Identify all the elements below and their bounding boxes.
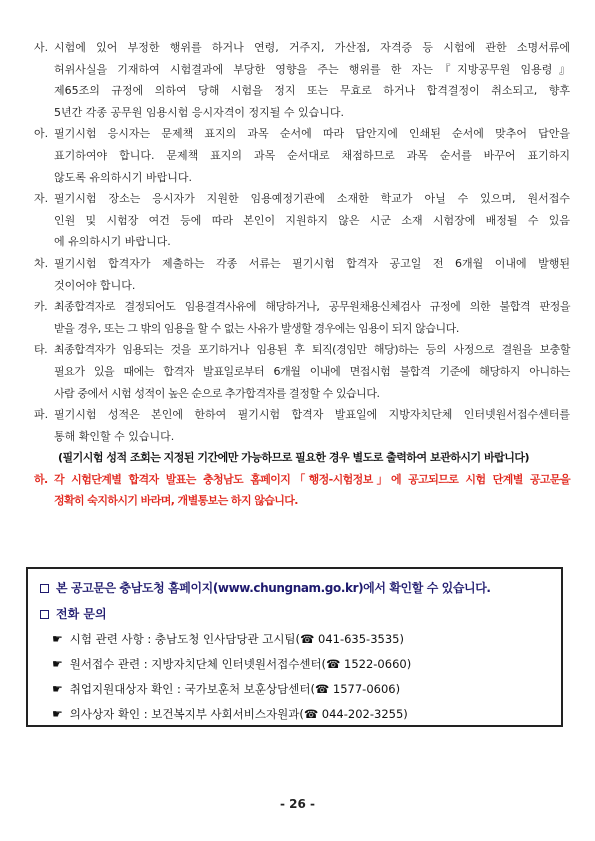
notice-item-ha: [34, 469, 570, 512]
item-line: 받을 경우, 또는 그 밖의 임용을 할 수 없는 사유가 발생할 경우에는 임용이 되지 않습니다.: [54, 321, 459, 335]
item-marker: 파.: [34, 408, 49, 422]
notice-item-ja: [34, 188, 570, 253]
contact-text: 원서접수 관련 : 지방자치단체 인터넷원서접수센터(☎ 1522-0660): [69, 657, 412, 671]
item-line: 필기시험 응시자는 문제책 표지의 과목 순서에 따라 답안지에 인쇄된 순서에 맞추어 답안을: [54, 127, 570, 141]
item-marker: 카.: [34, 300, 48, 314]
item-marker: 자.: [34, 192, 49, 206]
contact-item: [52, 702, 549, 727]
phone-inquiry-title: [40, 605, 549, 623]
item-line: 표기하여야 합니다. 문제책 표지의 과목 순서대로 채점하므로 과목 순서를 바꾸어 표기하지: [54, 148, 570, 162]
notice-item-a: [34, 123, 570, 188]
page-number: - 26 -: [279, 797, 315, 811]
contact-item: [52, 627, 549, 652]
item-line: 각 시험단계별 합격자 발표는 충청남도 홈페이지「행정-시험정보」에 공고되므로 시험 단계별 공고문을: [54, 472, 570, 486]
pointing-hand-icon: ☛: [52, 657, 63, 671]
item-marker: 사.: [34, 41, 49, 54]
notice-item-ta: [34, 339, 570, 404]
homepage-notice-text: 본 공고문은 충남도청 홈페이지(www.chungnam.go.kr)에서 확인할 수 있습니다.: [56, 581, 491, 595]
notice-item-ka: [34, 296, 570, 339]
item-line: 사람 중에서 시험 성적이 높은 순으로 추가합격자를 결정할 수 있습니다.: [54, 386, 380, 400]
contact-text: 시험 관련 사항 : 충남도청 인사담당관 고시팀(☎ 041-635-3535): [69, 632, 404, 646]
phone-inquiry-title-text: 전화 문의: [56, 607, 107, 621]
contact-item: [52, 652, 549, 677]
item-line: 정확히 숙지하시기 바라며, 개별통보는 하지 않습니다.: [54, 494, 298, 508]
item-line: 제65조의 규정에 의하여 당해 시험을 정지 또는 무효로 하거나 합격결정이 취소되고, 향후: [54, 84, 570, 98]
item-line: 필기시험 장소는 응시자가 지원한 임용예정기관에 소재한 학교가 아닐 수 있으며, 원서접수: [54, 192, 570, 206]
item-line: 않도록 유의하시기 바랍니다.: [54, 170, 193, 184]
pointing-hand-icon: ☛: [52, 632, 63, 646]
score-inquiry-note: (필기시험 성적 조회는 지정된 기간에만 가능하므로 필요한 경우 별도로 출력하여 보관하시기 바랍니다): [58, 451, 529, 465]
item-marker: 타.: [34, 343, 48, 357]
square-icon: [40, 610, 49, 619]
contact-text: 취업지원대상자 확인 : 국가보훈처 보훈상담센터(☎ 1577-0606): [69, 682, 401, 696]
contact-item: [52, 677, 549, 702]
notice-item-pa: [34, 404, 570, 447]
square-icon: [40, 584, 49, 593]
notice-item-sa: [34, 37, 570, 123]
contact-text: 의사상자 확인 : 보건복지부 사회서비스자원과(☎ 044-202-3255): [69, 707, 408, 721]
item-line: 5년간 각종 공무원 임용시험 응시자격이 정지될 수 있습니다.: [54, 105, 344, 119]
item-line: 최종합격자로 결정되어도 임용결격사유에 해당하거나, 공무원채용신체검사 규정에 의한 불합격 판정을: [54, 300, 570, 314]
item-line: 시험에 있어 부정한 행위를 하거나 연령, 거주지, 가산점, 자격증 등 시험에 관한 소명서류에: [54, 41, 570, 54]
pointing-hand-icon: ☛: [52, 682, 63, 696]
item-line: 필기시험 합격자가 제출하는 각종 서류는 필기시험 합격자 공고일 전 6개월 이내에 발행된: [54, 256, 570, 270]
item-line: 허위사실을 기재하여 시험결과에 부당한 영향을 주는 행위를 한 자는『지방공무원 임용령』: [54, 62, 570, 76]
item-line: 최종합격자가 임용되는 것을 포기하거나 임용된 후 퇴직(경임만 해당)하는 등의 사정으로 결원을 보충할: [54, 343, 570, 357]
item-line: 인원 및 시험장 여건 등에 따라 본인이 지원하지 않은 시군 소재 시험장에 배정될 수 있음: [54, 213, 570, 227]
item-line: 필기시험 성적은 본인에 한하여 필기시험 합격자 발표일에 지방자치단체 인터넷원서접수센터를: [54, 408, 570, 422]
pointing-hand-icon: ☛: [52, 707, 63, 721]
info-box: [26, 567, 563, 727]
notice-item-cha: [34, 253, 570, 296]
item-marker: 하.: [34, 472, 48, 486]
item-marker: 차.: [34, 256, 49, 270]
notice-items: [34, 37, 570, 512]
item-line: 통해 확인할 수 있습니다.: [54, 429, 175, 443]
item-line: 필요가 있을 때에는 합격자 발표일로부터 6개월 이내에 면접시험 불합격 기준에 해당하지 아니하는: [54, 364, 570, 378]
homepage-notice: [40, 579, 549, 597]
item-line: 에 유의하시기 바랍니다.: [54, 235, 171, 249]
item-line: 것이어야 합니다.: [54, 278, 136, 292]
item-marker: 아.: [34, 127, 49, 141]
